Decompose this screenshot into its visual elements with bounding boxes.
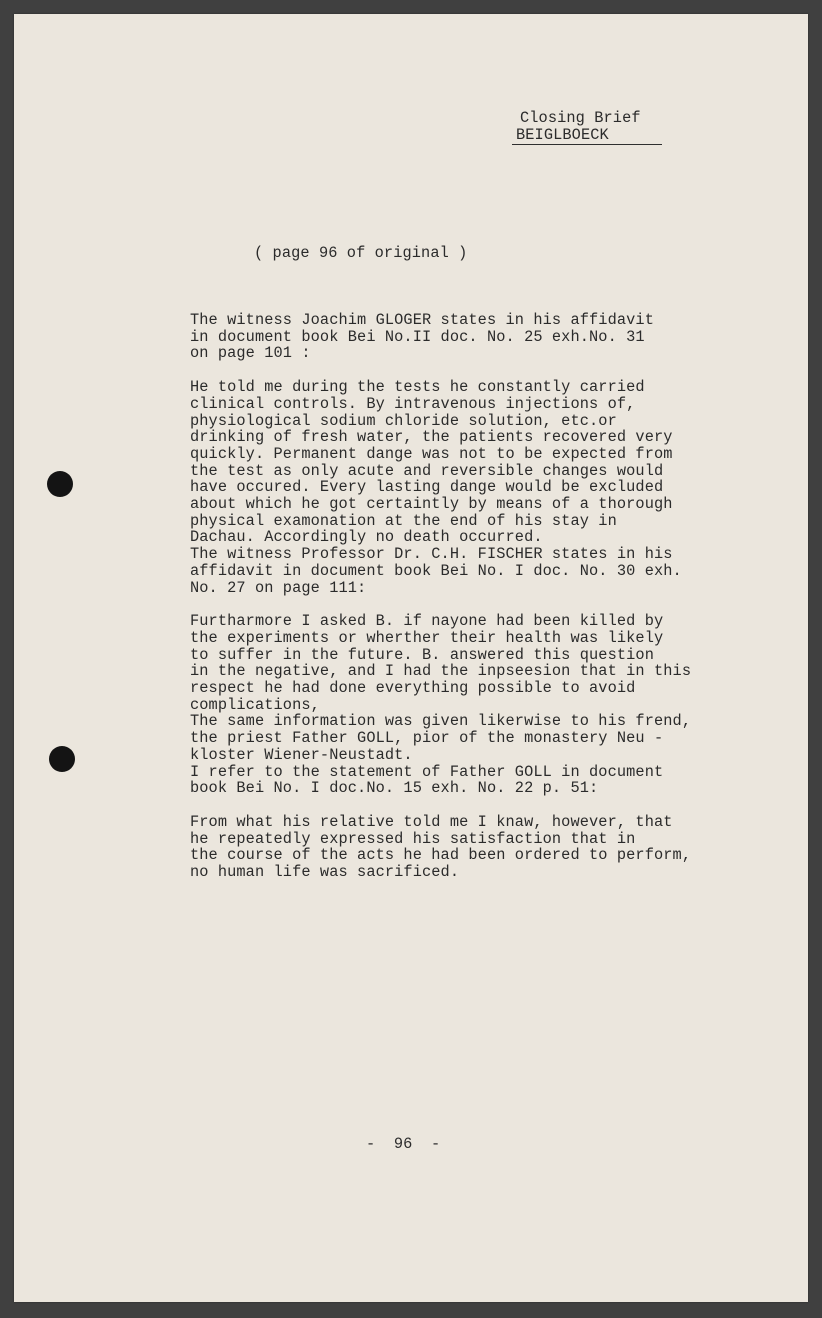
paragraph-gloger-quote: He told me during the tests he constantly carried clinical controls. By intravenous injections of, physiological sodium chloride solution, etc.or drinking of fresh water, the patients recovered very quickly. Permanent dange was not to be expected from the test as only acute and reversible changes would have occured. Every lasting dange would be excluded about which he got certaintly by means of a thorough physical examonation at the end of his stay in Dachau. Accordingly no death occurred. The witness Professor Dr. C.H. FISCHER states in his affidavit in document book Bei No. I doc. No. 30 exh. No. 27 on page 111: — [190, 378, 682, 597]
header-title: Closing Brief — [520, 109, 641, 127]
paragraph-goll-quote: From what his relative told me I knaw, however, that he repeatedly expressed his satisfaction that in the course of the acts he had been ordered to perform, no human life was sacrificed. — [190, 812, 692, 882]
header-defendant-name: BEIGLBOECK — [516, 126, 609, 144]
punch-hole-bottom — [49, 746, 75, 772]
document-page — [14, 14, 808, 1302]
body-text — [190, 312, 750, 881]
punch-hole-top — [47, 471, 73, 497]
document-header — [516, 109, 680, 145]
page-number: - 96 - — [366, 1135, 441, 1153]
original-page-reference: ( page 96 of original ) — [254, 244, 468, 262]
paragraph-fischer-quote: Furtharmore I asked B. if nayone had been killed by the experiments or wherther their health was likely to suffer in the future. B. answered this question in the negative, and I had the inpseesion that in this respect he had done everything possible to avoid complications, The same information was given likerwise to his frend, the priest Father GOLL, pior of the monastery Neu - kloster Wiener-Neustadt. I refer to the statement of Father GOLL in document book Bei No. I doc.No. 15 exh. No. 22 p. 51: — [190, 612, 692, 798]
header-underline — [512, 144, 662, 145]
paragraph-gloger-intro: The witness Joachim GLOGER states in his affidavit in document book Bei No.II doc. No. 25 exh.No. 31 on page 101 : — [190, 311, 654, 363]
